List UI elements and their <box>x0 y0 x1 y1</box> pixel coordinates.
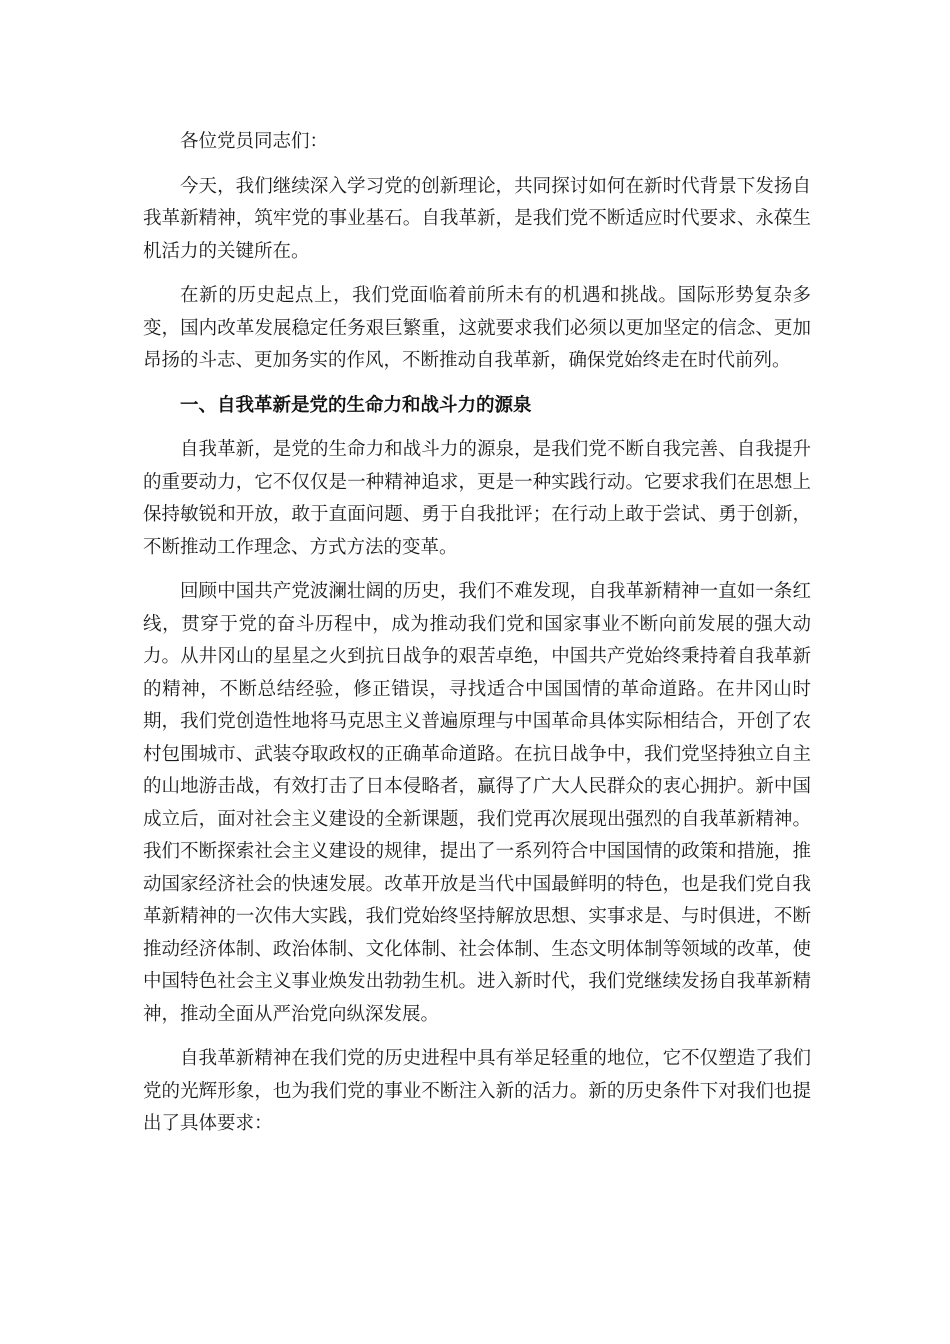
section-paragraph-1: 自我革新，是党的生命力和战斗力的源泉，是我们党不断自我完善、自我提升的重要动力，它不仅仅是一种精神追求，更是一种实践行动。它要求我们在思想上保持敏锐和开放，敢于直面问题、勇于自我批评；在行动上敢于尝试、勇于创新，不断推动工作理念、方式方法的变革。 <box>143 439 811 558</box>
section-heading: 一、自我革新是党的生命力和战斗力的源泉 <box>180 394 532 416</box>
intro-paragraph-1: 今天，我们继续深入学习党的创新理论，共同探讨如何在新时代背景下发扬自我革新精神，筑牢党的事业基石。自我革新，是我们党不断适应时代要求、永葆生机活力的关键所在。 <box>143 175 811 262</box>
document-body <box>143 126 811 1153</box>
section-paragraph-3: 自我革新精神在我们党的历史进程中具有举足轻重的地位，它不仅塑造了我们党的光辉形象，也为我们党的事业不断注入新的活力。新的历史条件下对我们也提出了具体要求： <box>143 1048 811 1134</box>
intro-paragraph-2: 在新的历史起点上，我们党面临着前所未有的机遇和挑战。国际形势复杂多变，国内改革发展稳定任务艰巨繁重，这就要求我们必须以更加坚定的信念、更加昂扬的斗志、更加务实的作风，不断推动自我革新，确保党始终走在时代前列。 <box>143 285 811 371</box>
section-paragraph-2: 回顾中国共产党波澜壮阔的历史，我们不难发现，自我革新精神一直如一条红线，贯穿于党的奋斗历程中，成为推动我们党和国家事业不断向前发展的强大动力。从井冈山的星星之火到抗日战争的艰苦卓绝，中国共产党始终秉持着自我革新的精神，不断总结经验，修正错误，寻找适合中国国情的革命道路。在井冈山时期，我们党创造性地将马克思主义普遍原理与中国革命具体实际相结合，开创了农村包围城市、武装夺取政权的正确革命道路。在抗日战争中，我们党坚持独立自主的山地游击战，有效打击了日本侵略者，赢得了广大人民群众的衷心拥护。新中国成立后，面对社会主义建设的全新课题，我们党再次展现出强烈的自我革新精神。我们不断探索社会主义建设的规律，提出了一系列符合中国国情的政策和措施，推动国家经济社会的快速发展。改革开放是当代中国最鲜明的特色，也是我们党自我革新精神的一次伟大实践，我们党始终坚持解放思想、实事求是、与时俱进，不断推动经济体制、政治体制、文化体制、社会体制、生态文明体制等领域的改革，使中国特色社会主义事业焕发出勃勃生机。进入新时代，我们党继续发扬自我革新精神，推动全面从严治党向纵深发展。 <box>143 581 811 1025</box>
salutation: 各位党员同志们： <box>180 131 329 152</box>
